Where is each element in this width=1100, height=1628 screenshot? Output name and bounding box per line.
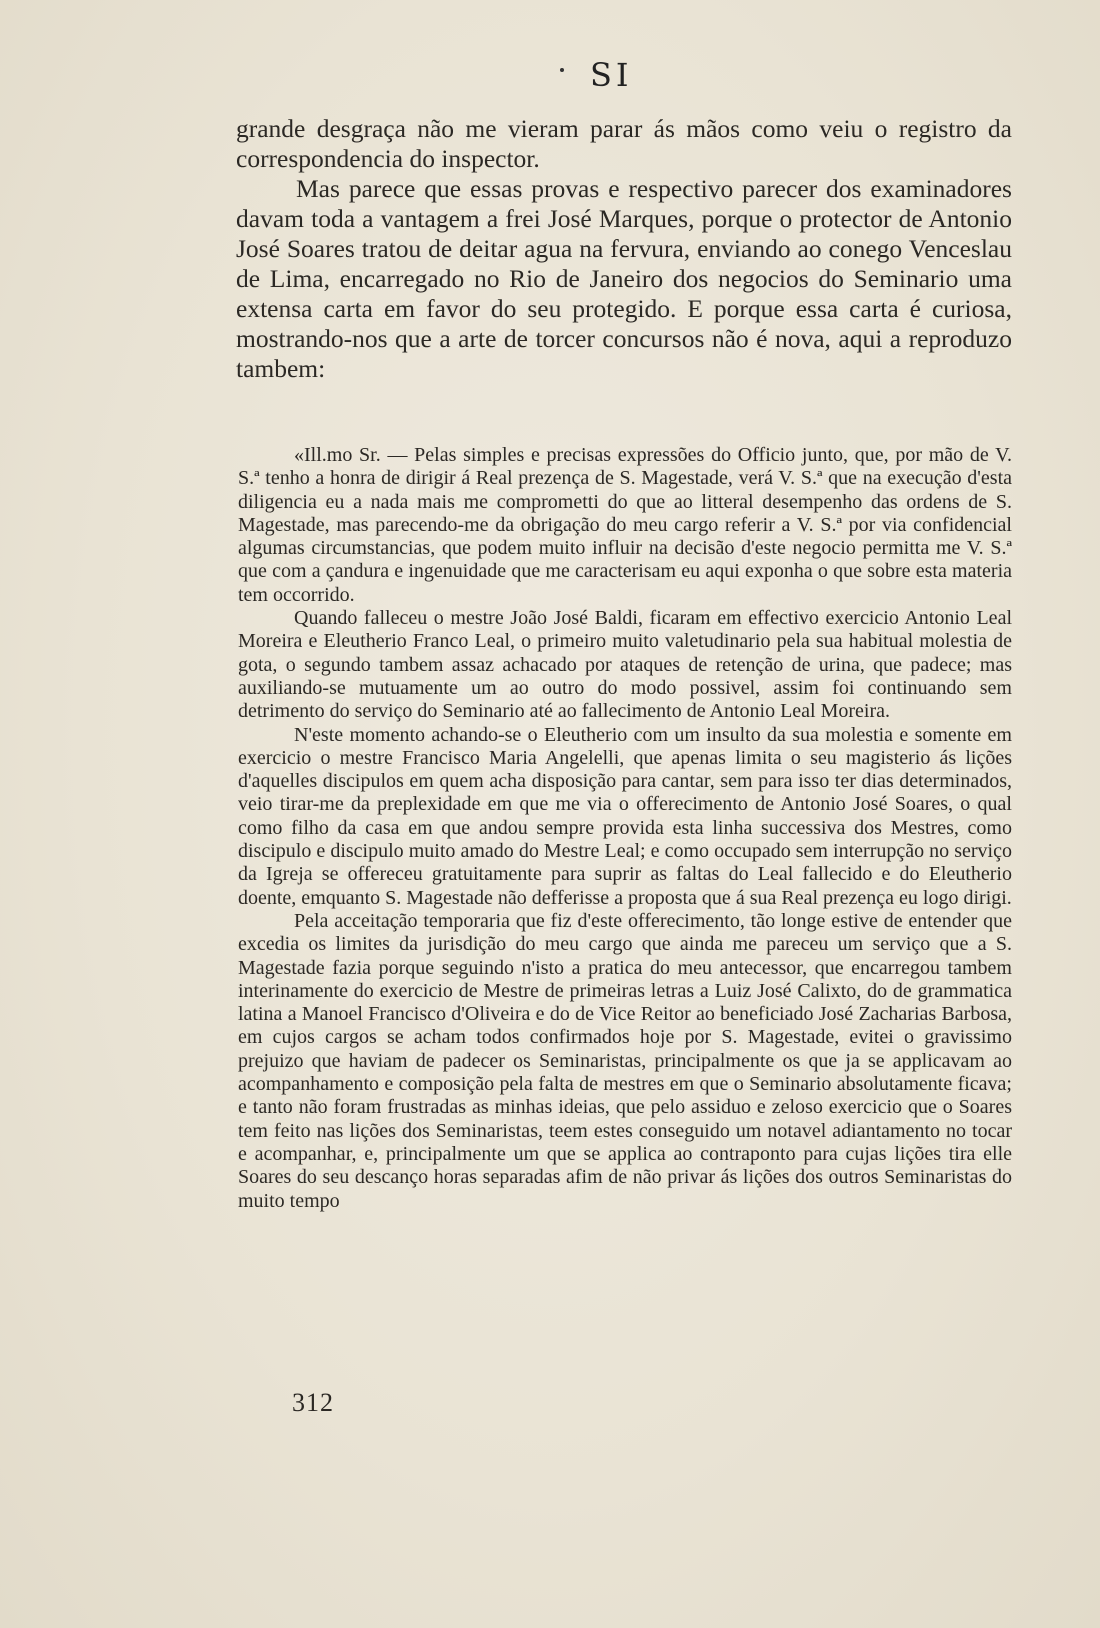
paragraph: grande desgraça não me vieram parar ás mãos como veiu o registro da correspondencia do inspector.: [236, 114, 1012, 173]
signature-mark: SI: [590, 56, 633, 94]
paragraph: Mas parece que essas provas e respectivo parecer dos examinadores davam toda a vantagem a frei José Marques, porque o protector de Antonio José Soares tratou de deitar agua na fervura, enviando ao conego Venceslau de Lima, encarregado no Rio de Janeiro dos negocios do Seminario uma extensa carta em favor do seu protegido. E porque essa carta é curiosa, mostrando-nos que a arte de torcer concursos não é nova, aqui a reproduzo tambem:: [236, 174, 1012, 383]
quote-paragraph: N'este momento achando-se o Eleutherio com um insulto da sua molestia e somente em exercicio o mestre Francisco Maria Angelelli, que apenas limita o seu magisterio ás lições d'aquelles discipulos em quem acha disposição para cantar, sem para isso ter dias determinados, veio tirar-me da preplexidade em que me via o offerecimento de Antonio José Soares, o qual como filho da casa em que andou sempre provida esta linha successiva dos Mestres, como discipulo e discipulo muito amado do Mestre Leal; e como occupado sem interrupção no serviço da Igreja se offereceu gratuitamente para suprir as faltas do Leal fallecido e do Eleutherio doente, emquanto S. Magestade não defferisse a proposta que á sua Real prezença eu logo dirigi.: [238, 723, 1012, 909]
quoted-letter: [238, 444, 1012, 1213]
ink-dot: [560, 68, 564, 72]
main-text-block: [236, 114, 1012, 384]
quote-paragraph: «Ill.mo Sr. — Pelas simples e precisas expressões do Officio junto, que, por mão de V. S.ª tenho a honra de dirigir á Real prezença de S. Magestade, verá V. S.ª que na execução d'esta diligencia eu a nada mais me comprometti do que ao litteral desempenho das ordens de S. Magestade, mas parecendo-me da obrigação do meu cargo referir a V. S.ª por via confidencial algumas circumstancias, que podem muito influir na decisão d'este negocio permitta me V. S.ª que com a çandura e ingenuidade que me caracterisam eu aqui exponha o que sobre esta materia tem occorrido.: [238, 444, 1012, 606]
quote-paragraph: Quando falleceu o mestre João José Baldi, ficaram em effectivo exercicio Antonio Leal Moreira e Eleutherio Franco Leal, o primeiro muito valetudinario pela sua habitual molestia de gota, o segundo tambem assaz achacado por ataques de retenção de urina, que padece; mas auxiliando-se mutuamente um ao outro do modo possivel, assim foi continuando sem detrimento do serviço do Seminario até ao fallecimento de Antonio Leal Moreira.: [238, 607, 1012, 723]
quote-paragraph: Pela acceitação temporaria que fiz d'este offerecimento, tão longe estive de entender que excedia os limites da jurisdição do meu cargo que ainda me pareceu um serviço que a S. Magestade fazia porque seguindo n'isto a pratica do meu antecessor, que encarregou tambem interinamente do exercicio de Mestre de primeiras letras a Luiz José Calixto, do de grammatica latina a Manoel Francisco d'Oliveira e do de Vice Reitor ao beneficiado José Zacharias Barbosa, em cujos cargos se acham todos confirmados hoje por S. Magestade, evitei o gravissimo prejuizo que haviam de padecer os Seminaristas, principalmente os que ja se applicavam ao acompanhamento e composição pela falta de mestres em que o Seminario absolutamente ficava; e tanto não foram frustradas as minhas ideias, que pelo assiduo e zeloso exercicio que o Soares tem feito nas lições dos Seminaristas, teem estes conseguido um notavel adiantamento no tocar e acompanhar, e, principalmente um que se applica ao contraponto para cujas lições tira elle Soares do seu descanço horas separadas afim de não privar ás lições dos outros Seminaristas do muito tempo: [238, 909, 1012, 1212]
page-number: 312: [292, 1388, 334, 1417]
